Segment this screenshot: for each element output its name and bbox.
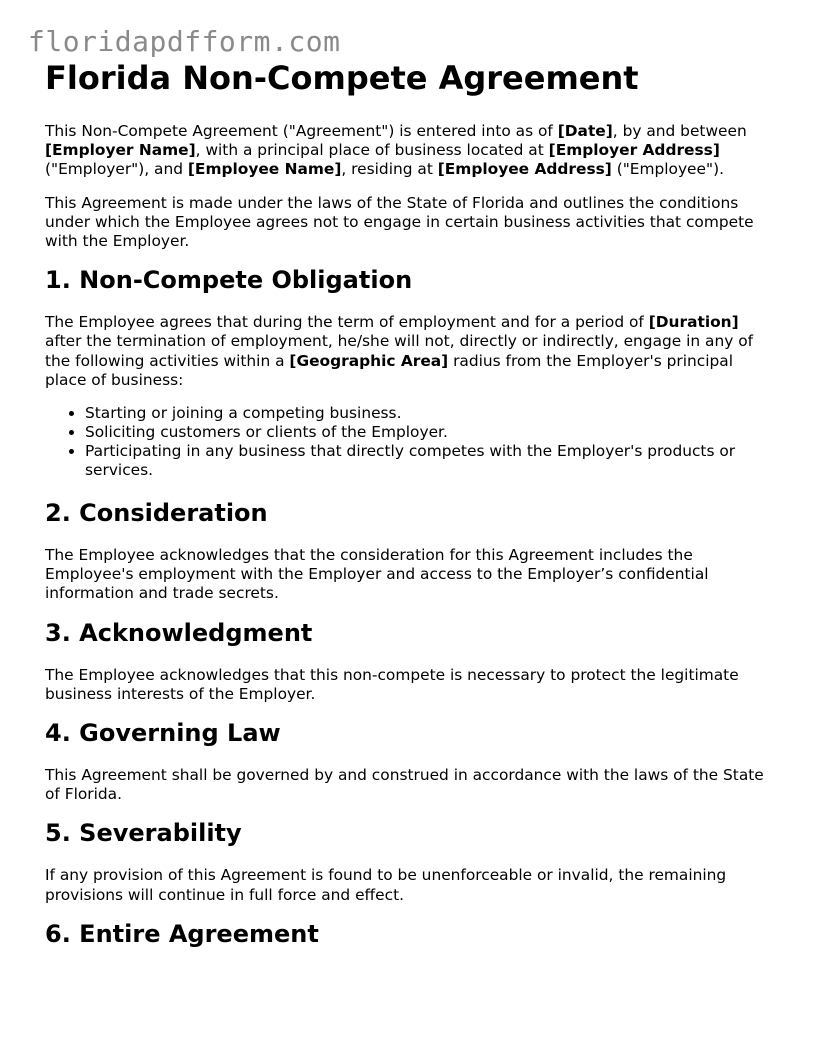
section-heading: 6. Entire Agreement bbox=[45, 919, 319, 948]
section-non-compete bbox=[45, 265, 775, 480]
section-text: This Agreement shall be governed by and construed in accordance with the laws of the State of Florida. bbox=[45, 766, 764, 804]
employee-name-placeholder: [Employee Name] bbox=[187, 160, 342, 179]
geographic-area-placeholder: [Geographic Area] bbox=[289, 351, 449, 370]
activities-list bbox=[45, 404, 775, 480]
section-heading: 5. Severability bbox=[45, 819, 242, 848]
site-watermark: floridapdfform.com bbox=[28, 25, 341, 58]
section-text: If any provision of this Agreement is found to be unenforceable or invalid, the remaining provisions will continue in full force and effect. bbox=[45, 866, 727, 904]
employer-address-placeholder: [Employer Address] bbox=[548, 141, 720, 160]
section-text: The Employee acknowledges that the consideration for this Agreement includes the Employee's employment with the Employer and access to the Employer’s confidential information and trade secrets. bbox=[45, 546, 709, 603]
employer-name-placeholder: [Employer Name] bbox=[45, 141, 196, 160]
section-entire-agreement bbox=[45, 919, 775, 949]
document-body bbox=[45, 58, 775, 967]
duration-placeholder: [Duration] bbox=[648, 313, 739, 332]
section-heading: 2. Consideration bbox=[45, 499, 268, 528]
intro-paragraph-2: This Agreement is made under the laws of the State of Florida and outlines the conditions under which the Employee agrees not to engage in certain business activities that compete with the Employer. bbox=[45, 193, 754, 251]
section-consideration bbox=[45, 498, 775, 604]
section-heading: 3. Acknowledgment bbox=[45, 618, 313, 647]
intro-paragraph: This Non-Compete Agreement ("Agreement") is entered into as of [Date], by and between [Employer Name], with a principal place of business located at [Employer Address] ("Employer"), and [Employee Name], residing at [Employee Address] ("Employee"). bbox=[45, 122, 747, 179]
section-acknowledgment bbox=[45, 618, 775, 704]
section-governing-law bbox=[45, 718, 775, 804]
list-item: • Soliciting customers or clients of the Employer. bbox=[85, 423, 775, 442]
date-placeholder: [Date] bbox=[557, 122, 613, 140]
section-heading: 1. Non-Compete Obligation bbox=[45, 266, 413, 295]
employee-address-placeholder: [Employee Address] bbox=[437, 160, 612, 179]
section-text: The Employee agrees that during the term of employment and for a period of [Duration] after the termination of employment, he/she will not, directly or indirectly, engage in any of the following activities within a [Geographic Area] radius from the Employer's principal place of business: bbox=[45, 313, 754, 389]
document-title: Florida Non-Compete Agreement bbox=[45, 59, 639, 97]
section-severability bbox=[45, 818, 775, 904]
list-item: • Participating in any business that directly competes with the Employer's products or services. bbox=[85, 442, 775, 480]
list-item: • Starting or joining a competing business. bbox=[85, 404, 775, 423]
section-heading: 4. Governing Law bbox=[45, 719, 281, 748]
section-text: The Employee acknowledges that this non-compete is necessary to protect the legitimate business interests of the Employer. bbox=[45, 665, 739, 703]
